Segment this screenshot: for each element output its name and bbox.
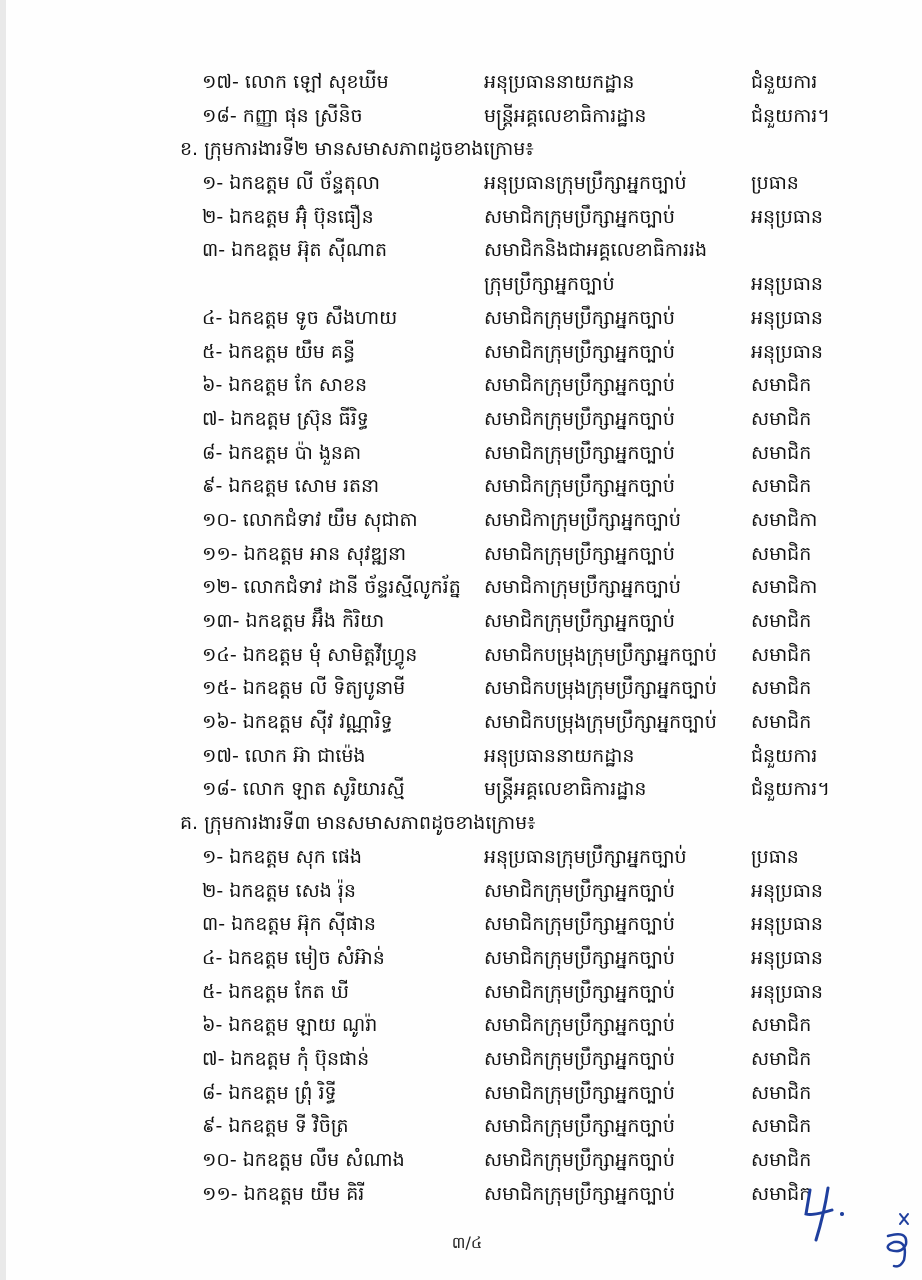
member-name: ៥- ឯកឧត្តម យឹម គន្ធី: [202, 340, 356, 363]
member-role: សមាជិក: [751, 1149, 812, 1171]
list-item: [6, 1009, 922, 1043]
member-role: អនុប្រធាន: [751, 913, 823, 936]
section-heading-text: ខ. ក្រុមការងារទី២ មានសមាសភាពដូចខាងក្រោម៖: [180, 138, 534, 161]
member-name: ៨- ឯកឧត្តម ប៉ា ងួនគា: [202, 441, 362, 464]
member-name: ១២- លោកជំទាវ ដានី ច័ន្ទរស្មីលូករ័ត្ន: [202, 576, 461, 599]
member-name: ៤- ឯកឧត្តម ទូច សឹងហាយ: [202, 306, 398, 329]
member-position: មន្ត្រីអគ្គលេខាធិការដ្ឋាន: [484, 778, 647, 801]
member-role: សមាជិក: [751, 407, 812, 430]
member-name: ៧- ឯកឧត្តម កុំ ប៊ុនផាន់: [202, 1047, 370, 1070]
member-position: សមាជិកក្រុមប្រឹក្សាអ្នកច្បាប់: [484, 374, 675, 397]
member-name: ១៨- កញ្ញា ផុន ស្រីនិច: [202, 104, 363, 127]
member-position: សមាជិកក្រុមប្រឹក្សាអ្នកច្បាប់: [484, 1182, 675, 1205]
member-name: ១៦- ឯកឧត្តម ស៊ីវ វណ្ណារិទ្ធ: [202, 711, 393, 734]
section-heading: [6, 133, 922, 167]
member-position: សមាជិកក្រុមប្រឹក្សាអ្នកច្បាប់: [484, 407, 675, 430]
member-role: អនុប្រធាន: [751, 980, 823, 1003]
member-role: សមាជិក: [751, 1047, 812, 1070]
member-name: ៩- ឯកឧត្តម ទី វិចិត្រ: [202, 1115, 349, 1138]
page-number: ៣/៤: [451, 1233, 483, 1252]
member-position: សមាជិកក្រុមប្រឹក្សាអ្នកច្បាប់: [484, 475, 675, 498]
member-position: អនុប្រធាននាយកដ្ឋាន: [484, 744, 635, 767]
list-item: [6, 403, 922, 437]
list-item: [6, 1077, 922, 1111]
member-position: សមាជិកក្រុមប្រឹក្សាអ្នកច្បាប់: [484, 205, 675, 228]
member-position: សមាជិកក្រុមប្រឹក្សាអ្នកច្បាប់: [484, 1081, 675, 1104]
list-item: [6, 976, 922, 1010]
initial-signature-mark: [802, 1184, 850, 1244]
member-name: ៥- ឯកឧត្តម កែត ឃី: [202, 980, 349, 1003]
section-heading: [6, 807, 922, 841]
member-position: សមាជិកក្រុមប្រឹក្សាអ្នកច្បាប់: [484, 980, 675, 1003]
member-position: សមាជិកបម្រុងក្រុមប្រឹក្សាអ្នកច្បាប់: [484, 677, 717, 700]
member-role: សមាជិក: [751, 1115, 812, 1138]
member-role: ប្រធាន: [751, 845, 799, 868]
member-role: អនុប្រធាន: [751, 306, 823, 329]
member-role: សមាជិក: [751, 643, 812, 666]
list-item: [6, 201, 922, 235]
member-name: ១- ឯកឧត្តម លី ច័ន្ទតុលា: [202, 172, 381, 195]
list-item: [6, 1110, 922, 1144]
section-heading-text: គ. ក្រុមការងារទី៣ មានសមាសភាពដូចខាងក្រោម៖: [180, 812, 536, 835]
list-item: [6, 1178, 922, 1212]
member-role: សមាជិក: [751, 1014, 812, 1037]
member-role: សមាជិកា: [751, 576, 818, 599]
member-name: ២- ឯកឧត្តម សេង រ៉ុន: [202, 879, 356, 902]
member-role: ជំនួយការ: [751, 71, 818, 93]
member-position: សមាជិកាក្រុមប្រឹក្សាអ្នកច្បាប់: [484, 576, 681, 599]
list-item: [6, 1043, 922, 1077]
member-role: អនុប្រធាន: [751, 273, 823, 296]
member-position: សមាជិកក្រុមប្រឹក្សាអ្នកច្បាប់: [484, 913, 675, 936]
member-name: ១៤- ឯកឧត្តម មុំ សាមិត្តវីហ្រ្វូន: [202, 643, 418, 666]
list-item: [6, 268, 922, 302]
member-position: សមាជិកក្រុមប្រឹក្សាអ្នកច្បាប់: [484, 306, 675, 329]
member-position: សមាជិកក្រុមប្រឹក្សាអ្នកច្បាប់: [484, 1014, 675, 1037]
member-role: សមាជិកា: [751, 508, 818, 531]
list-item: [6, 167, 922, 201]
member-role: សមាជិក: [751, 610, 812, 632]
member-position: សមាជិកក្រុមប្រឹក្សាអ្នកច្បាប់: [484, 1115, 675, 1138]
member-position: សមាជិកក្រុមប្រឹក្សាអ្នកច្បាប់: [484, 946, 675, 969]
member-role: អនុប្រធាន: [751, 205, 823, 228]
list-item: [6, 336, 922, 370]
list-item: [6, 773, 922, 807]
list-item: [6, 234, 922, 268]
member-role: ប្រធាន: [751, 172, 799, 195]
member-position: មន្ត្រីអគ្គលេខាធិការដ្ឋាន: [484, 104, 647, 127]
list-item: [6, 504, 922, 538]
member-name: ១១- ឯកឧត្តម អាន សុវឌ្ឍនា: [202, 542, 407, 565]
member-name: ៩- ឯកឧត្តម សោម រតនា: [202, 475, 380, 498]
member-role: អនុប្រធាន: [751, 946, 823, 969]
list-item: [6, 875, 922, 909]
member-role: អនុប្រធាន: [751, 340, 823, 363]
member-name: ៧- ឯកឧត្តម ស្រ៊ុន ធីរិទ្ធ: [202, 407, 369, 430]
list-item: [6, 841, 922, 875]
member-position: អនុប្រធាននាយកដ្ឋាន: [484, 71, 635, 93]
member-name: ២- ឯកឧត្តម អ៊ុំ ប៊ុនធឿន: [202, 205, 374, 228]
member-role: អនុប្រធាន: [751, 879, 823, 902]
member-name: ១៧- លោក ឡៅ សុខឃីម: [202, 71, 389, 93]
member-role: សមាជិក: [751, 677, 812, 700]
member-position: សមាជិកក្រុមប្រឹក្សាអ្នកច្បាប់: [484, 441, 675, 464]
member-name: ១០- លោកជំទាវ យឹម សុជាតា: [202, 508, 418, 531]
member-position: អនុប្រធានក្រុមប្រឹក្សាអ្នកច្បាប់: [484, 172, 687, 195]
member-role: ជំនួយការ: [751, 744, 818, 767]
member-position: សមាជិកាក្រុមប្រឹក្សាអ្នកច្បាប់: [484, 508, 681, 531]
member-role: ជំនួយការ។: [751, 104, 830, 127]
member-role: សមាជិក: [751, 374, 812, 397]
list-item: [6, 66, 922, 100]
list-item: [6, 672, 922, 706]
member-position: អនុប្រធានក្រុមប្រឹក្សាអ្នកច្បាប់: [484, 845, 687, 868]
member-name: ១- ឯកឧត្តម សុក ផេង: [202, 845, 362, 868]
handwritten-signature: [878, 1210, 918, 1270]
list-item: [6, 538, 922, 572]
member-name: ៣- ឯកឧត្តម អ៊ុក ស៊ីផាន: [202, 913, 376, 936]
member-position: ក្រុមប្រឹក្សាអ្នកច្បាប់: [484, 273, 615, 296]
member-position: សមាជិកក្រុមប្រឹក្សាអ្នកច្បាប់: [484, 1149, 675, 1171]
list-item: [6, 369, 922, 403]
member-position: សមាជិកនិងជាអគ្គលេខាធិការរង: [484, 239, 708, 262]
member-name: ១៧- លោក អ៊ា ជាម៉េង: [202, 744, 366, 767]
list-item: [6, 1144, 922, 1178]
list-item: [6, 706, 922, 740]
list-item: [6, 437, 922, 471]
member-position: សមាជិកក្រុមប្រឹក្សាអ្នកច្បាប់: [484, 610, 675, 632]
list-item: [6, 470, 922, 504]
member-name: ៤- ឯកឧត្តម មៀច សំអ៊ាន់: [202, 946, 385, 969]
list-item: [6, 605, 922, 639]
member-name: ១៨- លោក ឡាត សូរិយារស្មី: [202, 778, 405, 801]
member-name: ៣- ឯកឧត្តម អ៊ុត ស៊ីណាត: [202, 239, 388, 262]
list-item: [6, 571, 922, 605]
member-role: សមាជិក: [751, 542, 812, 565]
member-list: [6, 66, 922, 1211]
list-item: [6, 908, 922, 942]
member-name: ១១- ឯកឧត្តម យឹម គិរី: [202, 1182, 365, 1205]
member-position: សមាជិកក្រុមប្រឹក្សាអ្នកច្បាប់: [484, 1047, 675, 1070]
member-name: ៦- ឯកឧត្តម កែ សាខន: [202, 374, 368, 397]
member-role: សមាជិក: [751, 1182, 812, 1205]
member-name: ១០- ឯកឧត្តម លឹម សំណាង: [202, 1149, 405, 1171]
member-position: សមាជិកបម្រុងក្រុមប្រឹក្សាអ្នកច្បាប់: [484, 711, 717, 734]
member-name: ១៣- ឯកឧត្តម អ៊ឹង កិរិយា: [202, 610, 385, 632]
member-position: សមាជិកបម្រុងក្រុមប្រឹក្សាអ្នកច្បាប់: [484, 643, 717, 666]
list-item: [6, 639, 922, 673]
member-name: ៨- ឯកឧត្តម ព្រុំ រិទ្ធី: [202, 1081, 337, 1104]
member-name: ១៥- ឯកឧត្តម លី ទិត្យបូនាមី: [202, 677, 406, 700]
member-role: សមាជិក: [751, 475, 812, 498]
list-item: [6, 942, 922, 976]
member-role: សមាជិក: [751, 1081, 812, 1104]
list-item: [6, 740, 922, 774]
member-name: ៦- ឯកឧត្តម ឡាយ ណូរ៉ា: [202, 1014, 378, 1037]
member-position: សមាជិកក្រុមប្រឹក្សាអ្នកច្បាប់: [484, 879, 675, 902]
list-item: [6, 100, 922, 134]
member-role: សមាជិក: [751, 441, 812, 464]
member-position: សមាជិកក្រុមប្រឹក្សាអ្នកច្បាប់: [484, 542, 675, 565]
member-role: សមាជិក: [751, 711, 812, 734]
member-role: ជំនួយការ។: [751, 778, 830, 801]
list-item: [6, 302, 922, 336]
member-position: សមាជិកក្រុមប្រឹក្សាអ្នកច្បាប់: [484, 340, 675, 363]
